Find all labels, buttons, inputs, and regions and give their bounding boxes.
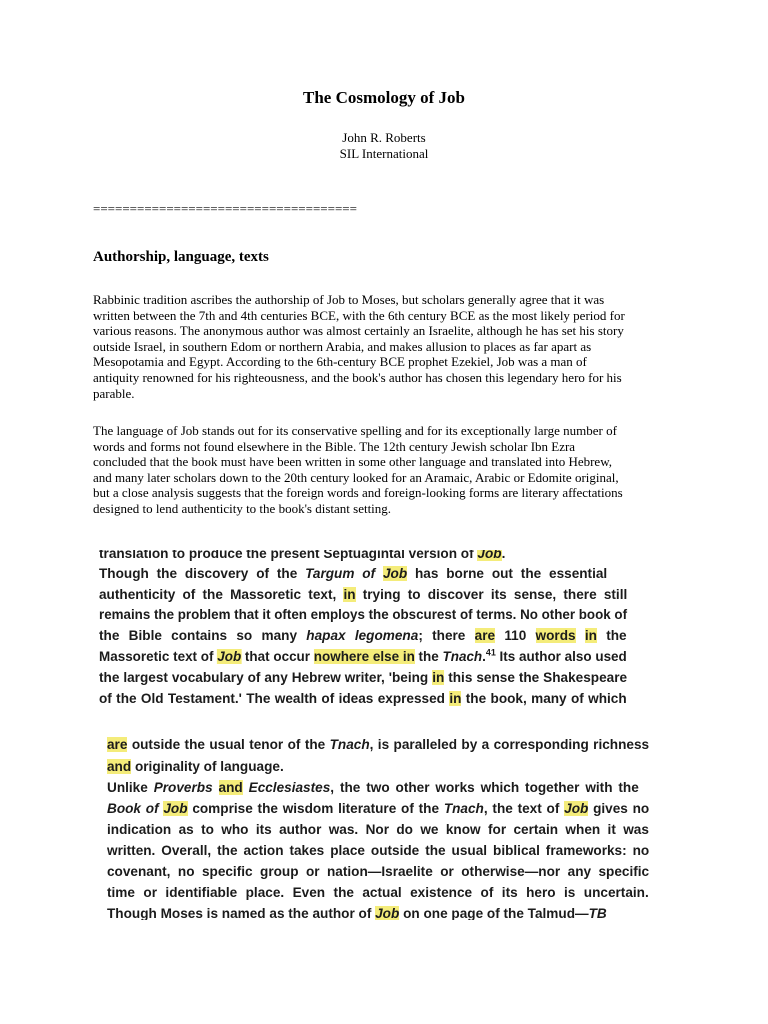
scan-text: outside the usual tenor of the [127,737,330,752]
paragraph-line: Rabbinic tradition ascribes the authorship of Job to Moses, but scholars generally agree that it was [93,292,605,307]
highlighted-word: and [107,759,132,774]
paragraph-line: parable. [93,385,135,401]
scan-text-line [107,820,649,840]
paragraph-language [93,423,683,517]
scan-text-line [107,862,649,882]
highlighted-word: in [432,670,445,685]
scan-text-line [107,735,649,755]
highlighted-word: in [584,628,597,643]
highlighted-word: words [535,628,576,643]
scan-text: Its author also used [495,649,627,664]
scan-text: authenticity of the Massoretic text, [99,587,344,602]
scan-text-line [107,757,284,777]
scan-text-line [99,550,505,564]
highlighted-italic-term: Job [163,801,188,816]
scan-text: originality of language. [131,759,284,774]
scan-text: the [414,649,443,664]
highlighted-word: in [343,587,356,602]
scan-text: ; there [418,628,475,643]
italic-term: Tnach [442,649,483,664]
scan-text-line [99,605,627,625]
paragraph-line: words and forms not found elsewhere in the Bible. The 12th century Jewish scholar Ibn Ezra [93,438,576,454]
highlighted-word: are [107,737,128,752]
scan-text: Massoretic text of [99,649,218,664]
highlighted-italic-term: Job [382,566,408,581]
italic-term: Targum of [305,566,383,581]
scan-text: the [596,628,627,643]
scan-text [213,780,219,795]
scan-text: written. Overall, the action takes place outside the usual biblical frameworks: no [107,843,650,858]
author-block [0,130,768,162]
italic-term: TB [588,906,607,920]
paragraph-line: The language of Job stands out for its conservative spelling and for its exceptionally large number of [93,423,617,438]
scan-text: gives no [588,801,650,816]
highlighted-italic-term: Job [564,801,589,816]
italic-term: Tnach [329,737,370,752]
highlighted-italic-term: Job [375,906,400,920]
paragraph-line: Mesopotamia and Egypt. According to the 6th-century BCE prophet Ezekiel, Job was a man of [93,354,587,370]
scan-text: . [501,550,506,561]
paragraph-line: designed to lend authenticity to the book's distant setting. [93,500,392,516]
scan-text: that occur [241,649,314,664]
scan-text: Though Moses is named as the author of [107,906,376,920]
italic-term: Ecclesiastes [248,780,331,795]
italic-term: Tnach [443,801,484,816]
scan-text: on one page of the Talmud— [399,906,589,920]
scanned-excerpt-image [95,550,675,920]
italic-term: Book of [107,801,164,816]
scan-text: time or identifiable place. Even the actual existence of its hero is uncertain. [107,885,649,900]
scan-text: , the text of [483,801,565,816]
page-title: The Cosmology of Job [303,88,465,107]
highlighted-word: are [474,628,496,643]
scan-text: , the two other works which together with the [330,780,639,795]
scan-text: the Bible contains so many [99,628,307,643]
scan-text: , is paralleled by a corresponding richness [369,737,650,752]
footnote-ref: 41 [485,647,496,658]
highlighted-word: in [449,691,462,706]
scan-text: Unlike [107,780,154,795]
scan-text-line [107,841,649,861]
italic-term: hapax legomena [306,628,419,643]
scan-text: Though the discovery of the [99,566,306,581]
scan-text [576,628,585,643]
scan-text: remains the problem that it often employs the obscurest of terms. No other book of [99,607,628,622]
scan-text: 110 [495,628,536,643]
scan-text-line [99,585,627,605]
highlighted-word: and [218,780,243,795]
separator-line: ==================================== [93,201,357,216]
scan-text: trying to discover its sense, there still [355,587,628,602]
highlighted-italic-term: Job [477,550,501,561]
paragraph-line: concluded that the book must have been written in some other language and translated into Hebrew, [93,454,612,470]
paragraph-line: written between the 7th and 4th centuries BCE, with the 6th century BCE as the most likely period for [93,307,625,323]
scan-text-line [99,564,607,584]
paragraph-line: antiquity renowned for his righteousness, and the book's author has chosen this legendary hero for his [93,369,622,385]
scan-text: indication as to who its author was. Nor do we know for certain when it was [107,822,649,837]
highlighted-italic-term: Job [217,649,242,664]
author-name: John R. Roberts [342,130,426,145]
paragraph-line: and many later scholars down to the 20th century looked for an Aramaic, Arabic or Edomite original, [93,469,619,485]
scan-text-line [99,689,627,709]
scan-text-line [107,883,649,903]
scan-text-line [99,668,627,688]
scan-text: covenant, no specific group or nation—Israelite or otherwise—nor any specific [107,864,650,879]
paragraph-line: various reasons. The anonymous author was almost certainly an Israelite, although he has set his story [93,323,624,339]
author-affiliation: SIL International [339,146,429,161]
italic-term: Proverbs [153,780,213,795]
scan-text: the largest vocabulary of any Hebrew writer, 'being [99,670,433,685]
scan-text: comprise the wisdom literature of the [187,801,444,816]
highlighted-word: nowhere else in [313,649,415,664]
scan-text-line [107,778,639,798]
scan-text: this sense the Shakespeare [444,670,628,685]
scan-text: translation to produce the present Septuagintal version of [99,550,478,561]
paragraph-line: but a close analysis suggests that the foreign words and foreign-looking forms are literary affectations [93,485,623,501]
paragraph-authorship [93,292,683,401]
scan-text: of the Old Testament.' The wealth of ideas expressed [99,691,450,706]
scan-text-line [107,904,607,920]
scan-text-line [99,626,627,646]
scan-text-line [107,799,649,819]
scan-text: has borne out the essential [407,566,608,581]
scan-text-line [99,647,627,667]
section-heading: Authorship, language, texts [93,249,269,265]
scan-text: the book, many of which [461,691,627,706]
paragraph-line: outside Israel, in southern Edom or northern Arabia, and makes allusion to places as far apart as [93,338,592,354]
scan-text: . [482,649,486,664]
